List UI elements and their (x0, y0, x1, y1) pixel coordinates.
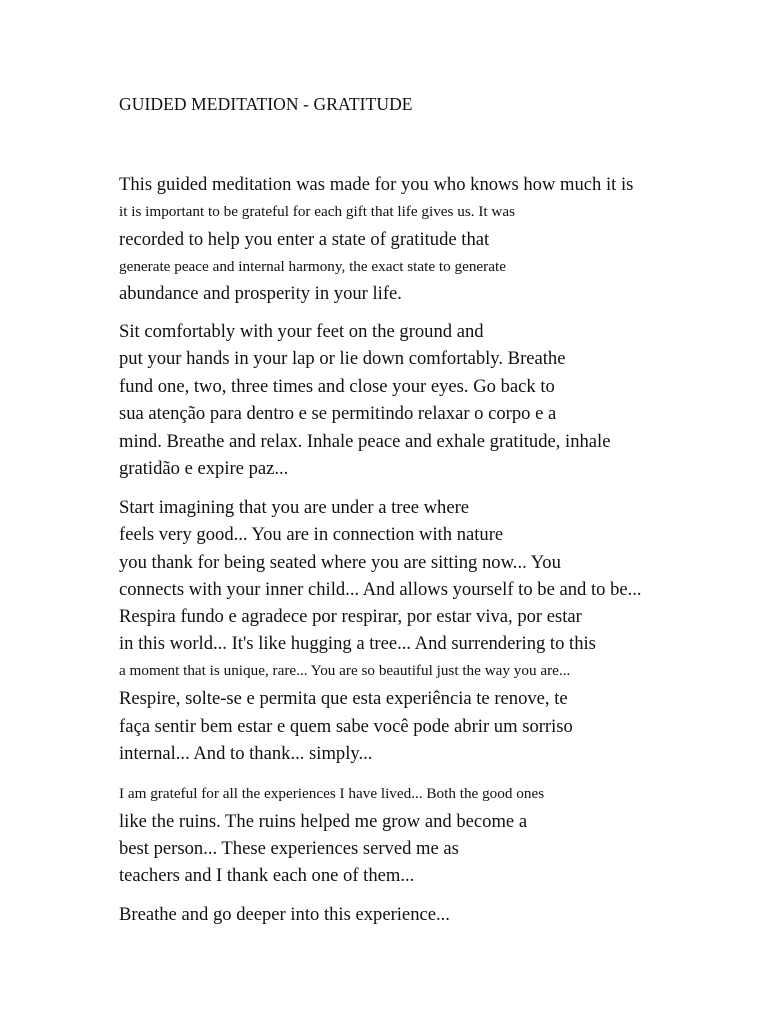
paragraph-line: Sit comfortably with your feet on the ground and (119, 321, 484, 342)
paragraph-line: Respira fundo e agradece por respirar, por estar viva, por estar (119, 606, 582, 627)
paragraph-line: Breathe and go deeper into this experience... (119, 904, 450, 925)
paragraph-line: best person... These experiences served me as (119, 838, 459, 859)
paragraph-line: gratidão e expire paz... (119, 458, 289, 479)
paragraph-line: This guided meditation was made for you who knows how much it is (119, 174, 634, 195)
document-title: GUIDED MEDITATION - GRATITUDE (119, 94, 413, 114)
paragraph-line: feels very good... You are in connection with nature (119, 524, 504, 545)
paragraph-line: Start imagining that you are under a tree where (119, 497, 470, 518)
paragraph-line: teachers and I thank each one of them... (119, 865, 415, 886)
paragraph-line: sua atenção para dentro e se permitindo relaxar o corpo e a (119, 403, 557, 424)
paragraph-line: a moment that is unique, rare... You are so beautiful just the way you are... (119, 662, 571, 679)
paragraph-line: mind. Breathe and relax. Inhale peace and exhale gratitude, inhale (119, 431, 611, 452)
paragraph-line: faça sentir bem estar e quem sabe você pode abrir um sorriso (119, 716, 573, 737)
paragraph-line: it is important to be grateful for each gift that life gives us. It was (119, 203, 516, 220)
paragraph-line: like the ruins. The ruins helped me grow and become a (119, 811, 528, 832)
paragraph-line: internal... And to thank... simply... (119, 743, 373, 764)
paragraph-line: Respire, solte-se e permita que esta experiência te renove, te (119, 688, 568, 709)
paragraph-line: put your hands in your lap or lie down comfortably. Breathe (119, 348, 566, 369)
paragraph-line: generate peace and internal harmony, the exact state to generate (119, 258, 506, 275)
paragraph-line: you thank for being seated where you are sitting now... You (119, 552, 561, 573)
paragraph-line: recorded to help you enter a state of gratitude that (119, 229, 490, 250)
paragraph-line: connects with your inner child... And allows yourself to be and to be... (119, 579, 642, 600)
paragraph-line: I am grateful for all the experiences I have lived... Both the good ones (119, 785, 545, 802)
paragraph-line: abundance and prosperity in your life. (119, 283, 402, 304)
paragraph-line: in this world... It's like hugging a tree... And surrendering to this (119, 633, 596, 654)
paragraph-line: fund one, two, three times and close your eyes. Go back to (119, 376, 555, 397)
